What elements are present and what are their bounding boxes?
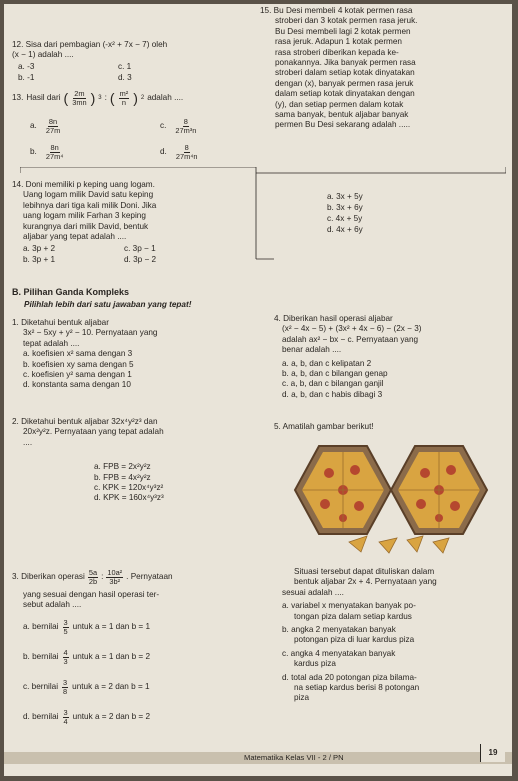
b1-option-c: c. koefisien y² sama dengan 1 — [23, 370, 132, 380]
q13-paren-open-2: ( — [109, 90, 115, 107]
q13-option-d: d. $\frac{8}{\text{27m⁴n}}$ — [160, 143, 198, 161]
b3-option-c: c. bernilai $\frac{3}{8}$ untuk a = 2 dan b = 1 — [23, 677, 150, 696]
q12-option-b: b. -1 — [18, 73, 35, 82]
b5-option-a-1: a. variabel x menyatakan banyak po- — [282, 601, 416, 611]
q15-stem-1: 15. Bu Desi membeli 4 kotak permen rasa — [260, 6, 413, 15]
b2-option-b: b. FPB = 4x²y²z — [94, 472, 151, 482]
b4-stem-3: adalah ax² − bx − c. Pernyataan yang — [282, 334, 419, 344]
q14-option-c: c. 3p − 1 — [124, 244, 156, 253]
question-12 — [12, 40, 168, 82]
q15-stem-12: permen Bu Desi sekarang adalah ..... — [275, 120, 411, 130]
q15-option-c: c. 4x + 5y — [327, 214, 363, 223]
b5-option-b-2: potongan piza di luar kardus piza — [294, 635, 415, 645]
b2-option-c: c. KPK = 120x⁴y³z² — [94, 483, 164, 493]
question-b3: 3. Diberikan operasi $\frac{5a}{2b}$ : $\frac{\text{10a²}}{\text{3b²}}$ . Pernyataan yang sesuai dengan hasil operasi ter- sebut adalah .... a. bernilai $\frac{3}{5}$ untuk a = 1 dan b = 1 b. bernilai $\frac{4}{3}$ untuk a = 1 dan b = 2 c. bernilai $\frac{3}{8}$ untuk a = 2 dan b = 1 d. bernilai $\frac{3}{4}$ untuk a = 2 dan b = 2 — [12, 569, 252, 726]
q13-tail: adalah .... — [147, 93, 184, 103]
q15-stem-8: dengan (x), banyak permen rasa jeruk — [275, 78, 414, 88]
q15-stem-9: dalam setiap kotak dinyatakan dengan — [275, 89, 415, 99]
q13-paren-close-2: ) — [133, 90, 138, 107]
b1-option-b: b. koefisien xy sama dengan 5 — [23, 359, 134, 369]
q14-option-b: b. 3p + 1 — [23, 255, 56, 264]
question-13: 13. Hasil dari ( $\frac{2m}{3mn}$ ) 3 : ( $\frac{\text{m²}}{n}$ ) 2 adalah .... a. $\frac{8n}{27m}$ c. $\frac{8}{\text{27m³n}}$ b. $\frac{8n}{\text{27m⁴}}$ d. $\frac{8}{\text{27m⁴n}}$ — [12, 89, 198, 161]
b3-stem-2: yang sesuai dengan hasil operasi ter- — [23, 590, 160, 599]
q12-stem-1: 12. Sisa dari pembagian (-x² + 7x − 7) oleh — [12, 40, 168, 49]
question-b4 — [274, 314, 421, 400]
page-footer — [4, 746, 512, 776]
b5-option-b-1: b. angka 2 menyatakan banyak — [282, 625, 396, 635]
question-b5 — [274, 567, 510, 704]
b5-after-2: bentuk aljabar 2x + 4. Pernyataan yang — [294, 577, 437, 587]
q13-number: 13. — [12, 93, 24, 103]
q14-stem-6: aljabar yang tepat adalah .... — [23, 232, 127, 242]
b1-stem-2: 3x² − 5xy + y² − 10. Pernyataan yang — [23, 328, 158, 338]
b2-stem-1: 2. Diketahui bentuk aljabar 32x⁴y²z³ dan — [12, 417, 158, 426]
question-b2 — [12, 417, 164, 504]
section-b-instruction: Pilihlah lebih dari satu jawaban yang tepat! — [24, 300, 192, 309]
b5-after-1: Situasi tersebut dapat dituliskan dalam — [294, 567, 435, 576]
question-15 — [260, 6, 506, 234]
q13-fraction-2: $\frac{\text{m²}}{n}$ — [119, 89, 129, 107]
q13-option-c: c. $\frac{8}{\text{27m³n}}$ — [160, 117, 197, 135]
q14-option-a: a. 3p + 2 — [23, 244, 56, 253]
q14-stem-1: 14. Doni memiliki p keping uang logam. — [12, 180, 155, 189]
q15-stem-3: Bu Desi membeli lagi 2 kotak permen — [275, 26, 411, 36]
b3-fraction-2: $\frac{\text{10a²}}{\text{3b²}}$ — [107, 568, 123, 586]
b4-stem-4: benar adalah .... — [282, 345, 342, 355]
b4-stem-1: 4. Diberikan hasil operasi aljabar — [274, 314, 393, 323]
b5-option-c-2: kardus piza — [294, 659, 336, 669]
q14-stem-2: Uang logam milik David satu keping — [23, 190, 154, 200]
q13-fraction-1: $\frac{2m}{3mn}$ — [72, 89, 87, 107]
b4-option-c: c. a, b, dan c bilangan ganjil — [282, 379, 384, 389]
b5-stem: 5. Amatilah gambar berikut! — [274, 422, 374, 431]
b3-option-b: b. bernilai $\frac{4}{3}$ untuk a = 1 dan b = 2 — [23, 647, 151, 666]
q12-option-a: a. -3 — [18, 62, 35, 71]
pizza-boxes-illustration — [289, 438, 509, 554]
b2-stem-2: 20x²y²z. Pernyataan yang tepat adalah — [23, 427, 164, 437]
q15-option-a: a. 3x + 5y — [327, 192, 363, 201]
pizza-box-left — [295, 446, 391, 534]
b4-option-d: d. a, b, dan c habis dibagi 3 — [282, 389, 383, 399]
question-b1 — [12, 318, 158, 391]
pizza-box-right — [391, 446, 487, 534]
decorative-bracket-lines — [20, 167, 506, 267]
q15-stem-2: stroberi dan 3 kotak permen rasa jeruk. — [275, 16, 418, 26]
q14-stem-4: uang logam milik Farhan 3 keping — [23, 211, 146, 221]
loose-pizza-slices — [349, 536, 449, 553]
q14-option-d: d. 3p − 2 — [124, 255, 157, 264]
b3-option-a: a. bernilai $\frac{3}{5}$ untuk a = 1 dan b = 1 — [23, 617, 151, 636]
q15-stem-5: rasa stroberi diberikan kepada ke- — [275, 47, 399, 57]
textbook-page — [4, 4, 512, 776]
b1-option-a: a. koefisien x² sama dengan 3 — [23, 349, 133, 359]
b1-stem-3: tepat adalah .... — [23, 338, 80, 348]
q15-stem-11: sama banyak, bentuk aljabar banyak — [275, 110, 409, 120]
b3-stem-3: sebut adalah .... — [23, 600, 82, 610]
b5-option-c-1: c. angka 4 menyatakan banyak — [282, 648, 396, 658]
b1-option-d: d. konstanta sama dengan 10 — [23, 380, 131, 390]
q15-stem-7: stroberi dalam setiap kotak dinyatakan — [275, 68, 415, 78]
b3-tail: . Pernyataan — [126, 572, 173, 582]
q15-stem-4: rasa jeruk. Adapun 1 kotak permen — [275, 37, 402, 47]
b5-option-d-1: d. total ada 20 potongan piza bilama- — [282, 672, 417, 682]
b4-option-a: a. a, b, dan c kelipatan 2 — [282, 358, 372, 368]
b3-fraction-1: $\frac{5a}{2b}$ — [88, 568, 98, 586]
b2-stem-3: .... — [23, 437, 33, 447]
b5-after-3: sesuai adalah .... — [282, 587, 344, 597]
q12-stem-2: (x − 1) adalah .... — [12, 50, 74, 60]
b2-option-a: a. FPB = 2x²y²z — [94, 462, 151, 472]
q13-lead: Hasil dari — [26, 93, 61, 103]
b5-option-d-2: na setiap kardus berisi 8 potongan — [294, 683, 420, 693]
q15-stem-6: ponakannya. Jika banyak permen rasa — [275, 58, 416, 68]
q13-exp-2: 2 — [140, 95, 145, 102]
q14-stem-3: lebihnya dari tiga kali milik Doni. Jika — [23, 200, 157, 210]
b4-stem-2: (x² − 4x − 5) + (3x² + 4x − 6) − (2x − 3) — [282, 324, 422, 334]
q14-stem-5: kurangnya dari milik David, bentuk — [23, 221, 149, 231]
q12-option-c: c. 1 — [118, 62, 132, 71]
q13-exp-1: 3 — [98, 95, 102, 102]
q15-stem-10: (y), dan setiap permen dalam kotak — [275, 99, 404, 109]
q15-option-d: d. 4x + 6y — [327, 225, 363, 234]
b3-option-d: d. bernilai $\frac{3}{4}$ untuk a = 2 dan b = 2 — [23, 707, 151, 726]
b4-option-b: b. a, b, dan c bilangan genap — [282, 369, 388, 379]
page-number: 19 — [480, 744, 505, 762]
q13-option-a: a. $\frac{8n}{27m}$ — [30, 117, 61, 135]
b3-lead: 3. Diberikan operasi — [12, 572, 85, 582]
b1-stem-1: 1. Diketahui bentuk aljabar — [12, 318, 109, 327]
q13-paren-open: ( — [63, 90, 69, 107]
q15-option-b: b. 3x + 6y — [327, 203, 363, 212]
b5-option-a-2: tongan piza dalam setiap kardus — [294, 611, 412, 621]
q13-option-b: b. $\frac{8n}{\text{27m⁴}}$ — [30, 143, 64, 161]
q13-paren-close: ) — [90, 90, 96, 107]
b5-option-d-3: piza — [294, 693, 310, 703]
b2-option-d: d. KPK = 160x⁴y³z³ — [94, 493, 164, 503]
section-b-title: B. Pilihan Ganda Kompleks — [12, 287, 130, 297]
q12-option-d: d. 3 — [118, 73, 132, 82]
footer-book-title: Matematika Kelas VII - 2 / PN — [244, 753, 344, 762]
